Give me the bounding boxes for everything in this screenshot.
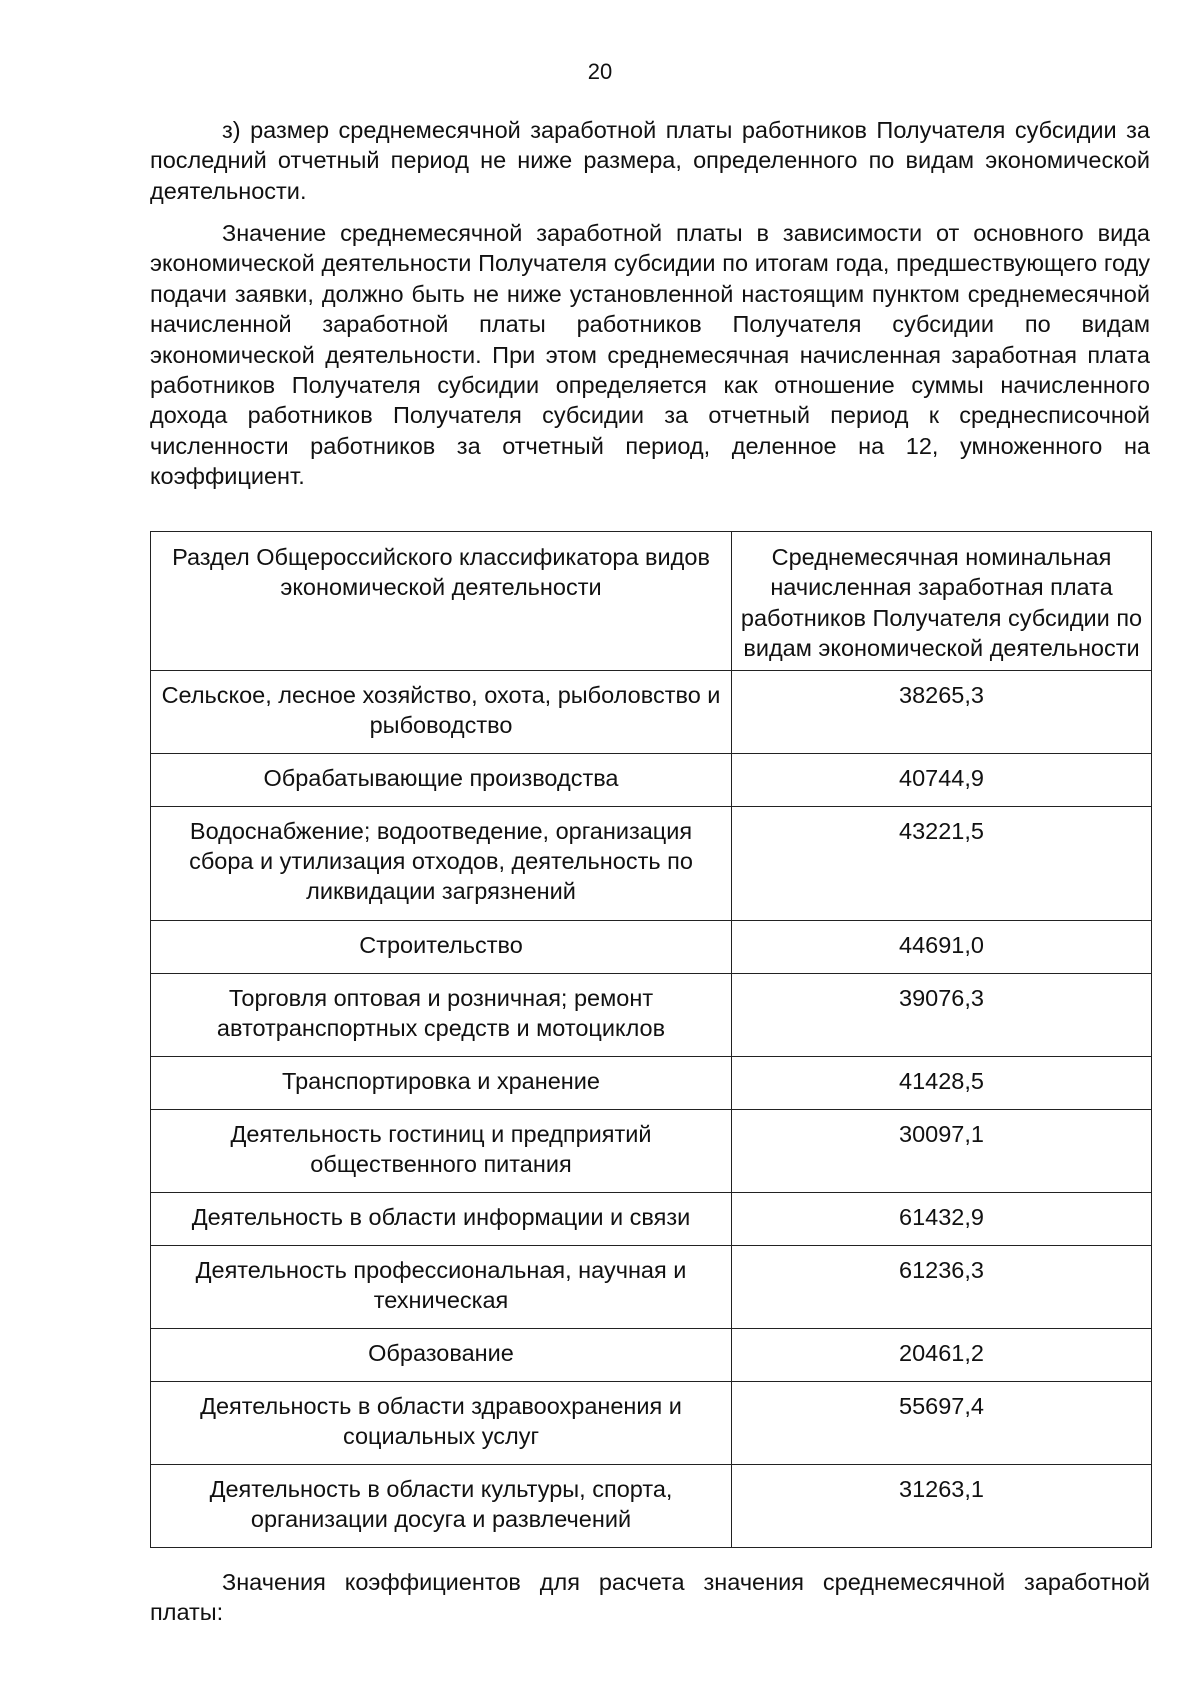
salary-cell: 61236,3 bbox=[732, 1245, 1152, 1328]
activity-cell: Сельское, лесное хозяйство, охота, рыболовство и рыбоводство bbox=[151, 670, 732, 753]
activity-cell: Торговля оптовая и розничная; ремонт автотранспортных средств и мотоциклов bbox=[151, 973, 732, 1056]
salary-cell: 43221,5 bbox=[732, 806, 1152, 920]
header-activity: Раздел Общероссийского классификатора видов экономической деятельности bbox=[151, 532, 732, 671]
salary-cell: 38265,3 bbox=[732, 670, 1152, 753]
paragraph-salary-calculation: Значение среднемесячной заработной платы в зависимости от основного вида экономической деятельности Получателя субсидии по итогам года, предшествующего году подачи заявки, должно быть не ниже установленной настоящим пунктом среднемесячной начисленной заработной платы работников Получателя субсидии по видам экономической деятельности. При этом среднемесячная начисленная заработная плата работников Получателя субсидии определяется как отношение суммы начисленного дохода работников Получателя субсидии за отчетный период к среднесписочной численности работников за отчетный период, деленное на 12, умноженного на коэффициент. bbox=[150, 220, 1150, 490]
table-row bbox=[151, 1056, 1152, 1109]
table-row bbox=[151, 670, 1152, 753]
salary-cell: 41428,5 bbox=[732, 1056, 1152, 1109]
table-row bbox=[151, 1109, 1152, 1192]
table-row bbox=[151, 806, 1152, 920]
salary-by-activity-table bbox=[150, 531, 1152, 1548]
activity-cell: Деятельность в области информации и связи bbox=[151, 1192, 732, 1245]
page-number: 20 bbox=[587, 59, 613, 84]
table-row bbox=[151, 1245, 1152, 1328]
activity-cell: Транспортировка и хранение bbox=[151, 1056, 732, 1109]
activity-cell: Деятельность профессиональная, научная и техническая bbox=[151, 1245, 732, 1328]
activity-cell: Деятельность в области культуры, спорта, организации досуга и развлечений bbox=[151, 1464, 732, 1547]
activity-cell: Строительство bbox=[151, 920, 732, 973]
activity-cell: Образование bbox=[151, 1328, 732, 1381]
table-row bbox=[151, 1192, 1152, 1245]
salary-cell: 30097,1 bbox=[732, 1109, 1152, 1192]
table-row bbox=[151, 1328, 1152, 1381]
paragraph-salary-requirement: з) размер среднемесячной заработной платы работников Получателя субсидии за последний отчетный период не ниже размера, определенного по видам экономической деятельности. bbox=[150, 117, 1150, 204]
salary-cell: 39076,3 bbox=[732, 973, 1152, 1056]
salary-cell: 55697,4 bbox=[732, 1381, 1152, 1464]
table-row bbox=[151, 1464, 1152, 1547]
salary-cell: 61432,9 bbox=[732, 1192, 1152, 1245]
salary-cell: 40744,9 bbox=[732, 753, 1152, 806]
table-row bbox=[151, 753, 1152, 806]
paragraph-coefficients: Значения коэффициентов для расчета значения среднемесячной заработной платы: bbox=[150, 1569, 1150, 1626]
salary-cell: 20461,2 bbox=[732, 1328, 1152, 1381]
table-row bbox=[151, 920, 1152, 973]
salary-cell: 31263,1 bbox=[732, 1464, 1152, 1547]
salary-cell: 44691,0 bbox=[732, 920, 1152, 973]
table-row bbox=[151, 1381, 1152, 1464]
activity-cell: Деятельность гостиниц и предприятий общественного питания bbox=[151, 1109, 732, 1192]
table-row bbox=[151, 973, 1152, 1056]
table-header-row bbox=[151, 532, 1152, 671]
activity-cell: Водоснабжение; водоотведение, организация сбора и утилизация отходов, деятельность по ликвидации загрязнений bbox=[151, 806, 732, 920]
activity-cell: Обрабатывающие производства bbox=[151, 753, 732, 806]
header-salary: Среднемесячная номинальная начисленная заработная плата работников Получателя субсидии по видам экономической деятельности bbox=[732, 532, 1152, 671]
activity-cell: Деятельность в области здравоохранения и социальных услуг bbox=[151, 1381, 732, 1464]
